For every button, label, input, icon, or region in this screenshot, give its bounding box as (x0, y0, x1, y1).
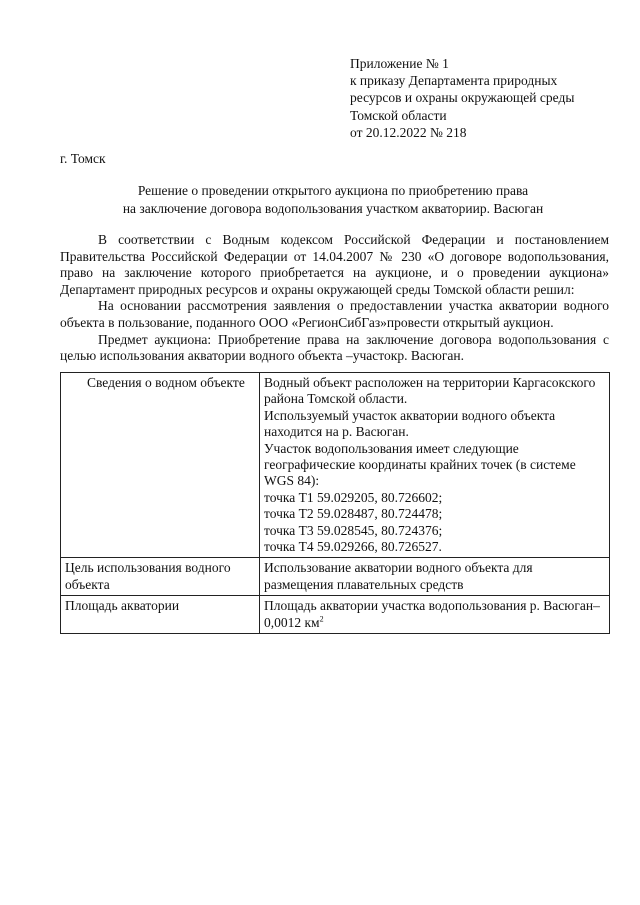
appendix-line: от 20.12.2022 № 218 (350, 124, 467, 140)
table-row (61, 596, 610, 634)
table-cell-value (260, 596, 610, 634)
table-row (61, 373, 610, 558)
document-title (60, 182, 606, 217)
area-text: Площадь акватории участка водопользования р. Васюган–0,0012 км (264, 598, 600, 630)
city-name: г. Томск (60, 151, 106, 166)
table-cell-value: Использование акватории водного объекта для размещения плавательных средств (260, 558, 610, 596)
appendix-line: к приказу Департамента природных (350, 73, 558, 89)
paragraph: Предмет аукциона: Приобретение права на заключение договора водопользования с целью использования акватории водного объекта –участокр. Васюган. (60, 331, 609, 364)
appendix-line: Томской области (350, 107, 447, 123)
cell-text: Используемый участок акватории водного объекта находится на р. Васюган. (264, 407, 556, 440)
coordinate-point: точка Т1 59.029205, 80.726602; (264, 489, 443, 505)
document-body (60, 232, 609, 365)
table-cell-label: Площадь акватории (61, 596, 260, 634)
title-line: на заключение договора водопользования участком акваторииp. Васюган (122, 200, 544, 216)
appendix-header (350, 55, 620, 141)
coordinates-list (264, 490, 605, 556)
table-cell-label: Цель использования водного объекта (61, 558, 260, 596)
table-cell-label: Сведения о водном объекте (61, 373, 260, 558)
appendix-line: Приложение № 1 (350, 56, 449, 71)
coordinate-point: точка Т3 59.028545, 80.724376; (264, 522, 443, 538)
water-object-table (60, 372, 610, 634)
table-cell-value (260, 373, 610, 558)
paragraph: На основании рассмотрения заявления о предоставлении участка акватории водного объекта в пользование, поданного ООО «РегионСибГаз»провести открытый аукцион. (60, 298, 609, 330)
cell-text: Водный объект расположен на территории Каргасокского района Томской области. (264, 375, 596, 407)
coordinate-point: точка Т4 59.029266, 80.726527. (264, 539, 442, 555)
cell-text: Участок водопользования имеет следующие географические координаты крайних точек (в системе WGS 84): (264, 440, 576, 489)
title-line: Решение о проведении открытого аукциона по приобретению права (137, 183, 529, 198)
appendix-line: ресурсов и охраны окружающей среды (350, 90, 575, 106)
area-superscript: 2 (319, 614, 324, 624)
paragraph: В соответствии с Водным кодексом Российской Федерации и постановлением Правительства Российской Федерации от 14.04.2007 № 230 «О договоре водопользования, право на заключение которого приобретается на аукционе, и о проведении аукциона» Департамент природных ресурсов и охраны окружающей среды Томской области решил: (60, 232, 609, 297)
table-row (61, 558, 610, 596)
coordinate-point: точка Т2 59.028487, 80.724478; (264, 506, 443, 522)
